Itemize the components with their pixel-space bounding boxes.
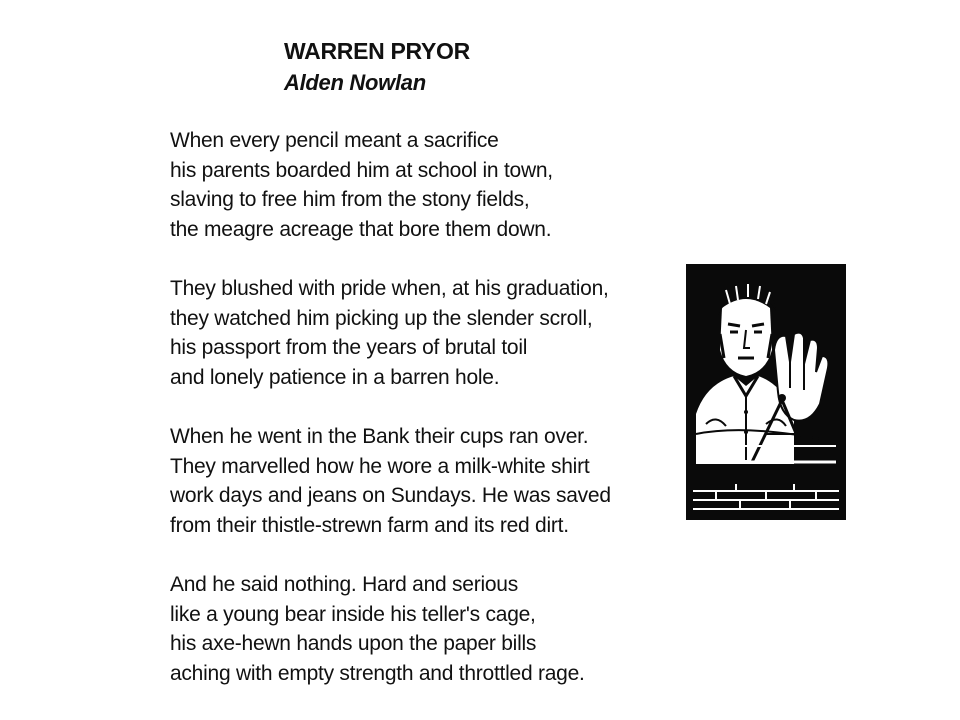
poem-line: his passport from the years of brutal toil xyxy=(170,336,528,359)
illustration-svg xyxy=(686,264,846,520)
stanza-1 xyxy=(170,126,640,244)
poem-line: They marvelled how he wore a milk-white shirt xyxy=(170,454,590,478)
poem-line: the meagre acreage that bore them down. xyxy=(170,217,552,241)
poem-line: work days and jeans on Sundays. He was saved xyxy=(170,484,611,507)
woodcut-man-with-compass-icon xyxy=(686,264,846,520)
poem-line: they watched him picking up the slender scroll, xyxy=(170,306,593,330)
stanza-4 xyxy=(170,570,640,688)
poem-line: his parents boarded him at school in town, xyxy=(170,158,553,182)
poem-line: And he said nothing. Hard and serious xyxy=(170,573,518,596)
stanza-2 xyxy=(170,274,640,392)
poem-body xyxy=(170,126,640,718)
poem-line: When every pencil meant a sacrifice xyxy=(170,129,499,152)
poem-line: from their thistle-strewn farm and its red dirt. xyxy=(170,513,569,537)
poem-author: Alden Nowlan xyxy=(284,70,426,95)
poem-line: slaving to free him from the stony fields, xyxy=(170,188,530,211)
poem-title: WARREN PRYOR xyxy=(284,38,470,64)
poem-line: and lonely patience in a barren hole. xyxy=(170,365,500,389)
poem-line: When he went in the Bank their cups ran over. xyxy=(170,425,589,448)
poem-line: his axe-hewn hands upon the paper bills xyxy=(170,632,537,655)
poem-line: aching with empty strength and throttled rage. xyxy=(170,661,585,685)
poem-line: They blushed with pride when, at his graduation, xyxy=(170,277,609,300)
stanza-3 xyxy=(170,422,640,540)
poem-line: like a young bear inside his teller's cage, xyxy=(170,602,536,626)
